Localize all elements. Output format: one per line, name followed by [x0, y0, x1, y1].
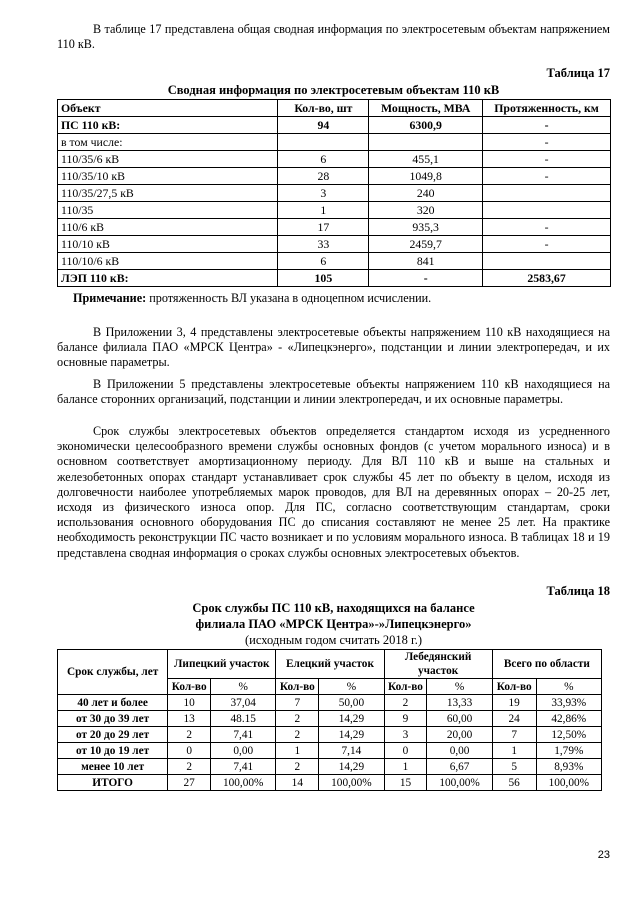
table17-title: Сводная информация по электросетевым объектам 110 кВ: [167, 83, 500, 97]
table-cell: 28: [278, 168, 369, 185]
table-row: [58, 219, 611, 236]
header-cell: Объект: [58, 100, 278, 117]
table-cell: 6300,9: [369, 117, 483, 134]
table-cell: -: [483, 168, 611, 185]
subheader-percent: %: [319, 679, 384, 695]
table-cell: 100,00%: [319, 775, 384, 791]
row-label: менее 10 лет: [58, 759, 168, 775]
table-cell: 56: [492, 775, 536, 791]
group-header: Лебедянский участок: [384, 650, 492, 679]
table-cell: [369, 134, 483, 151]
table-cell: 0: [168, 743, 211, 759]
table-cell: 2583,67: [483, 270, 611, 287]
table-cell: 6,67: [427, 759, 492, 775]
table-note: [73, 291, 431, 306]
table-cell: 320: [369, 202, 483, 219]
row-label: от 30 до 39 лет: [58, 711, 168, 727]
table-cell: 6: [278, 151, 369, 168]
table-header-row: [58, 650, 602, 679]
table-row: [58, 236, 611, 253]
table-cell: 33,93%: [536, 695, 601, 711]
table-cell: 0,00: [427, 743, 492, 759]
table-cell: 12,50%: [536, 727, 601, 743]
table-cell: 14: [276, 775, 319, 791]
table-cell: 841: [369, 253, 483, 270]
table-cell: 15: [384, 775, 427, 791]
paragraph-appendix-5: В Приложении 5 представлены электросетевые объекты напряжением 110 кВ находящиеся на балансе сторонних организаций, подстанции и линии электропередач, и их основные параметры.: [57, 377, 610, 407]
header-cell: Кол-во, шт: [278, 100, 369, 117]
table-cell: 6: [278, 253, 369, 270]
paragraph-appendix-3-4: В Приложении 3, 4 представлены электросетевые объекты напряжением 110 кВ находящиеся на балансе филиала ПАО «МРСК Центра» - «Липецкэнерго», подстанции и линии электропередач, и их основные параметры.: [57, 325, 610, 370]
table-cell: 2: [168, 727, 211, 743]
table-cell: 14,29: [319, 759, 384, 775]
table-cell: 42,86%: [536, 711, 601, 727]
table-cell: -: [483, 151, 611, 168]
table-cell: 1049,8: [369, 168, 483, 185]
summary-table: [57, 99, 611, 287]
note-label: Примечание:: [73, 291, 147, 305]
table-cell: 7,41: [211, 727, 276, 743]
table-cell: 1: [276, 743, 319, 759]
table-row: [58, 117, 611, 134]
table-row: [58, 185, 611, 202]
table-row: [58, 270, 611, 287]
subheader-count: Кол-во: [384, 679, 427, 695]
group-header: Липецкий участок: [168, 650, 276, 679]
table-row: [58, 775, 602, 791]
table-cell: 0: [384, 743, 427, 759]
table-cell: 5: [492, 759, 536, 775]
table-cell: 110/10 кВ: [58, 236, 278, 253]
subheader-count: Кол-во: [492, 679, 536, 695]
note-text: протяженность ВЛ указана в одноцепном исчислении.: [146, 291, 432, 305]
table-cell: 1: [384, 759, 427, 775]
table18-title-line2: филиала ПАО «МРСК Центра»-»Липецкэнерго»: [195, 617, 472, 631]
header-cell: Мощность, МВА: [369, 100, 483, 117]
row-label: от 20 до 29 лет: [58, 727, 168, 743]
table-cell: 10: [168, 695, 211, 711]
table-cell: 13,33: [427, 695, 492, 711]
table-row: [58, 695, 602, 711]
table-cell: 455,1: [369, 151, 483, 168]
table-cell: 2: [276, 711, 319, 727]
table-cell: 27: [168, 775, 211, 791]
table-cell: 100,00%: [427, 775, 492, 791]
table-cell: 14,29: [319, 727, 384, 743]
table-cell: 2: [276, 727, 319, 743]
table-row: [58, 151, 611, 168]
table-cell: 7,14: [319, 743, 384, 759]
table18-subtitle: (исходным годом считать 2018 г.): [244, 633, 423, 647]
table-cell: -: [369, 270, 483, 287]
header-cell: Протяженность, км: [483, 100, 611, 117]
table-cell: 935,3: [369, 219, 483, 236]
table-cell: 100,00%: [536, 775, 601, 791]
table-cell: ПС 110 кВ:: [58, 117, 278, 134]
paragraph-service-life: Срок службы электросетевых объектов определяется стандартом исходя из усредненного экономически целесообразного времени службы основных фондов (с учетом морального износа) и в основном соответствует амортизационному периоду. Для ВЛ 110 кВ и выше на стальных и железобетонных опорах стандарт устанавливает срок службы 45 лет по объекту в целом, исходя из долговечности наиболее употребляемых марок проводов, для ВЛ на деревянных опорах – 20-25 лет, исходя из физического износа опор. Для ПС, согласно соответствующим стандартам, сроки использования основного оборудования ПС до списания составляют не менее 25 лет. На практике необходимость реконструкции ПС часто возникает и по условиям морального износа. В таблицах 18 и 19 представлена сводная информация о сроках службы основных электросетевых объектов.: [57, 424, 610, 560]
table18-label: Таблица 18: [546, 584, 610, 598]
table-cell: 110/35/10 кВ: [58, 168, 278, 185]
row-label: 40 лет и более: [58, 695, 168, 711]
table-cell: 3: [278, 185, 369, 202]
row-label: ИТОГО: [58, 775, 168, 791]
table-cell: -: [483, 134, 611, 151]
table-cell: 110/6 кВ: [58, 219, 278, 236]
corner-header: Срок службы, лет: [58, 650, 168, 695]
page-number: 23: [597, 849, 610, 861]
subheader-count: Кол-во: [276, 679, 319, 695]
table-cell: 2: [276, 759, 319, 775]
table18-title-line1: Срок службы ПС 110 кВ, находящихся на балансе: [192, 601, 475, 615]
table-cell: 48.15: [211, 711, 276, 727]
table-cell: 60,00: [427, 711, 492, 727]
table-cell: 1: [278, 202, 369, 219]
table-cell: 50,00: [319, 695, 384, 711]
table-cell: 37,04: [211, 695, 276, 711]
table-cell: 240: [369, 185, 483, 202]
table-cell: -: [483, 219, 611, 236]
table-cell: в том числе:: [58, 134, 278, 151]
subheader-percent: %: [427, 679, 492, 695]
group-header: Всего по области: [492, 650, 601, 679]
table-row: [58, 759, 602, 775]
table-cell: 100,00%: [211, 775, 276, 791]
table-row: [58, 168, 611, 185]
table-cell: 110/35: [58, 202, 278, 219]
table-cell: 13: [168, 711, 211, 727]
table-cell: 14,29: [319, 711, 384, 727]
table-cell: 7: [276, 695, 319, 711]
table-cell: 105: [278, 270, 369, 287]
table-cell: 20,00: [427, 727, 492, 743]
subheader-count: Кол-во: [168, 679, 211, 695]
table-cell: 19: [492, 695, 536, 711]
table-cell: 110/35/27,5 кВ: [58, 185, 278, 202]
table-cell: 24: [492, 711, 536, 727]
table-cell: 110/10/6 кВ: [58, 253, 278, 270]
table-cell: 2459,7: [369, 236, 483, 253]
intro-paragraph: В таблице 17 представлена общая сводная информация по электросетевым объектам напряжением 110 кВ.: [57, 22, 610, 52]
table17-label: Таблица 17: [546, 66, 610, 80]
subheader-percent: %: [536, 679, 601, 695]
table-cell: 7,41: [211, 759, 276, 775]
table-cell: 0,00: [211, 743, 276, 759]
table-header-row: [58, 100, 611, 117]
table-cell: -: [483, 236, 611, 253]
table-cell: 2: [384, 695, 427, 711]
table-cell: 2: [168, 759, 211, 775]
table-cell: 7: [492, 727, 536, 743]
table-cell: [278, 134, 369, 151]
table-row: [58, 253, 611, 270]
table-cell: 1: [492, 743, 536, 759]
subheader-percent: %: [211, 679, 276, 695]
table-cell: 33: [278, 236, 369, 253]
table-cell: [483, 202, 611, 219]
table-cell: 9: [384, 711, 427, 727]
table-cell: 1,79%: [536, 743, 601, 759]
table-row: [58, 727, 602, 743]
group-header: Елецкий участок: [276, 650, 384, 679]
table-cell: [483, 185, 611, 202]
table-cell: ЛЭП 110 кВ:: [58, 270, 278, 287]
table-cell: [483, 253, 611, 270]
service-life-table: [57, 649, 602, 791]
row-label: от 10 до 19 лет: [58, 743, 168, 759]
table-cell: 110/35/6 кВ: [58, 151, 278, 168]
table-row: [58, 134, 611, 151]
table-cell: 94: [278, 117, 369, 134]
table-cell: 3: [384, 727, 427, 743]
table-cell: -: [483, 117, 611, 134]
table-cell: 8,93%: [536, 759, 601, 775]
table-cell: 17: [278, 219, 369, 236]
table-row: [58, 711, 602, 727]
table-row: [58, 743, 602, 759]
table-row: [58, 202, 611, 219]
